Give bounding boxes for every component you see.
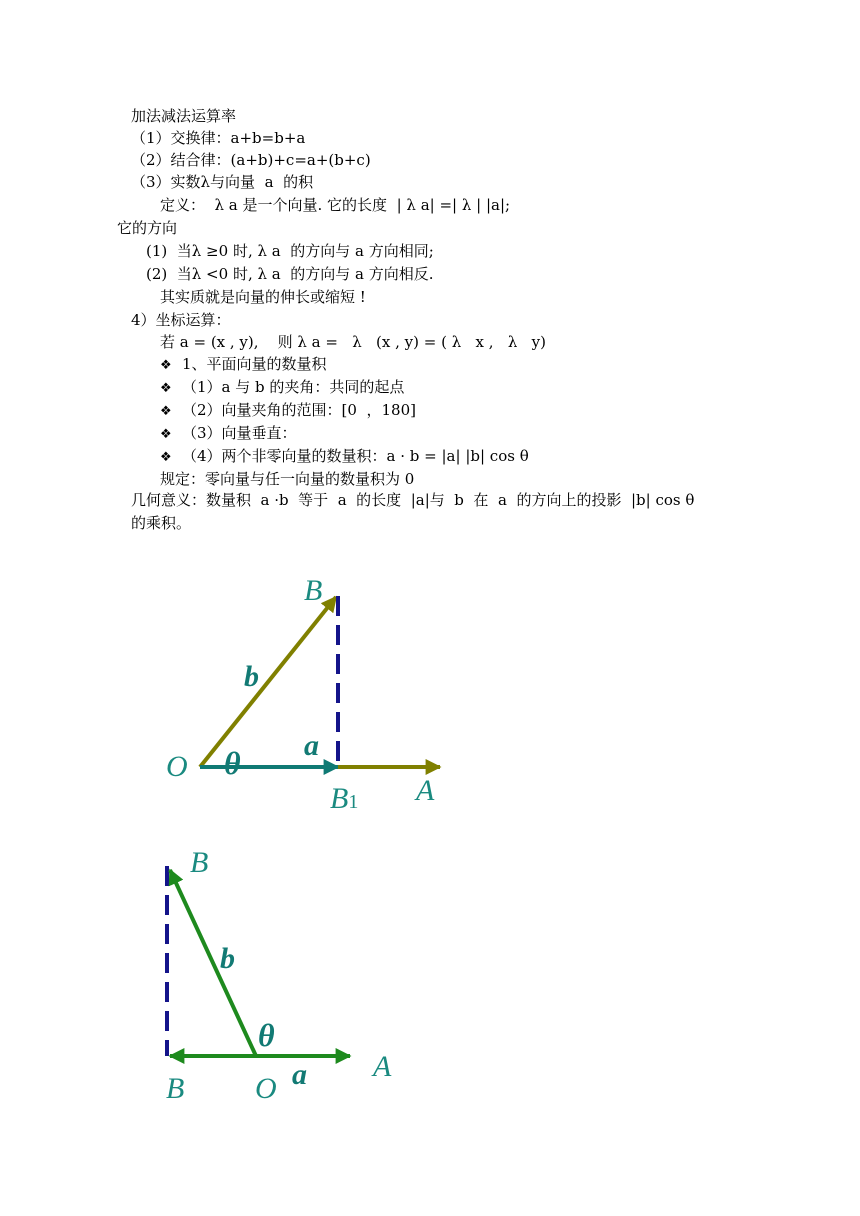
label-A: A — [416, 774, 435, 807]
label-O: O — [166, 750, 188, 783]
essence-note: 其实质就是向量的伸长或缩短 ! — [160, 288, 366, 306]
definition: 定义： λ a 是一个向量. 它的长度 | λ a| =| λ | |a|; — [160, 196, 511, 214]
label-B-top: B — [190, 846, 209, 879]
label-O: O — [255, 1072, 277, 1105]
diamond-bullet-icon: ❖ — [160, 404, 172, 419]
geometric-meaning: 几何意义：数量积 a ·b 等于 a 的长度 |a|与 b 在 a 的方向上的投影 |b| cos θ — [131, 491, 695, 509]
label-theta: θ — [224, 745, 241, 781]
bullet-item: ❖ （1）a 与 b 的夹角：共同的起点 — [160, 377, 404, 399]
diamond-bullet-icon: ❖ — [160, 381, 172, 396]
figure-2 — [166, 846, 392, 1105]
scalar-product-heading: （3）实数λ与向量 a 的积 — [131, 173, 314, 191]
label-B1: B1 — [330, 782, 359, 815]
coordinate-formula: 若 a = (x , y), 则 λ a = λ (x , y) = ( λ x , λ y) — [160, 333, 546, 351]
diamond-bullet-icon: ❖ — [160, 450, 172, 465]
coordinate-heading: 4）坐标运算： — [131, 311, 231, 329]
label-B-bottom: B — [166, 1072, 185, 1105]
label-a: a — [304, 729, 319, 762]
commutative-law: （1）交换律：a+b=b+a — [131, 129, 306, 147]
vector-b-arrow — [170, 870, 256, 1056]
zero-vector-rule: 规定：零向量与任一向量的数量积为 0 — [160, 470, 415, 488]
label-theta: θ — [258, 1017, 275, 1053]
bullet-item: ❖ 1、平面向量的数量积 — [160, 354, 327, 376]
title: 加法减法运算率 — [131, 107, 237, 125]
figure-1 — [166, 574, 440, 815]
diamond-bullet-icon: ❖ — [160, 427, 172, 442]
bullet-item: ❖ （4）两个非零向量的数量积：a · b = |a| |b| cos θ — [160, 446, 529, 468]
diamond-bullet-icon: ❖ — [160, 358, 172, 373]
label-b: b — [244, 660, 259, 693]
associative-law: （2）结合律：(a+b)+c=a+(b+c) — [131, 151, 371, 169]
label-B: B — [304, 574, 323, 607]
label-b: b — [220, 942, 235, 975]
bullet-item: ❖ （2）向量夹角的范围：[0 ，180] — [160, 400, 416, 422]
bullet-item: ❖ （3）向量垂直： — [160, 423, 297, 445]
label-a: a — [292, 1058, 307, 1091]
direction-case-2: (2) 当λ <0 时, λ a 的方向与 a 方向相反. — [146, 265, 434, 283]
direction-heading: 它的方向 — [117, 219, 178, 237]
direction-case-1: (1) 当λ ≥0 时, λ a 的方向与 a 方向相同; — [146, 242, 434, 260]
label-A: A — [373, 1050, 392, 1083]
geometric-meaning-cont: 的乘积。 — [131, 514, 192, 532]
